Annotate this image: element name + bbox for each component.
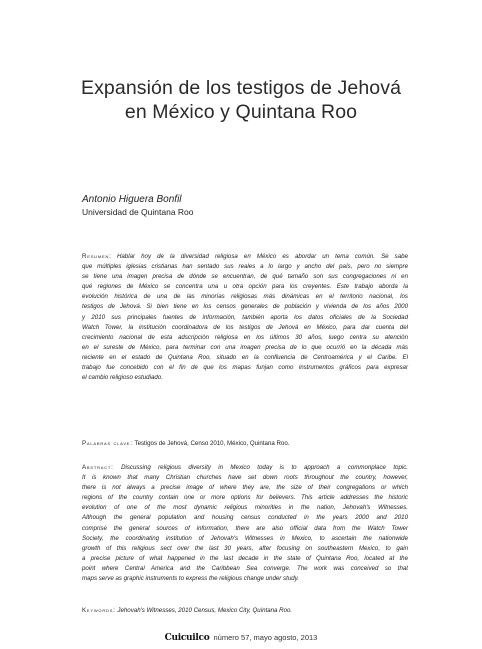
keywords-en-text: Jehovah's Witnesses, 2010 Census, Mexico City, Quintana Roo.	[117, 607, 293, 614]
keywords-es	[82, 439, 408, 449]
resumen-block: Resumen: Hablar hoy de la diversidad religiosa en México es abordar un tema común. Se sabe que múltiples iglesias cristianas han sentado sus reales a lo largo y ancho del país, pero no siempre se tiene una imagen precisa de dónde se encuentran, de qué tamaño son sus congregaciones ni en qué regiones de México se concentra una u otra opción para los creyentes. Este trabajo aborda la evolución histórica de una de las minorías religiosas más dinámicas en el territorio nacional, los testigos de Jehová. Si bien tiene en los censos generales de población y vivienda de los años 2000 y 2010 sus principales fuentes de información, también aporta los datos oficiales de la Sociedad Watch Tower, la institución coordinadora de los testigos de Jehová en México, para dar cuenta del crecimiento nacional de esta adscripción religiosa en los últimos 30 años, luego centra su atención en el sureste de México, para terminar con una imagen precisa de lo que ocurrió en la década más reciente en el estado de Quintana Roo, situado en la confluencia de Centroamérica y el Caribe. El trabajo fue concebido con el fin de que los mapas funjan como instrumentos gráficos para expresar el cambio religioso estudiado.	[82, 252, 408, 383]
abstract-label: Abstract:	[82, 464, 114, 471]
article-title	[40, 76, 442, 124]
resumen-label: Resumen	[82, 253, 110, 260]
abstract-block	[82, 463, 408, 584]
issue-info: número 57, mayo agosto, 2013	[213, 633, 318, 642]
abstract-line: there is not always a precise image of where they are, the size of their congregations or which	[82, 484, 408, 492]
resumen-line: reciente en el estado de Quintana Roo, situado en la confluencia de Centroamérica y el Caribe. El	[82, 353, 408, 361]
resumen-line: Watch Tower, la institución coordinadora de los testigos de Jehová en México, para dar cuenta del	[82, 323, 408, 331]
author-affiliation: Universidad de Quintana Roo	[82, 207, 194, 217]
resumen-line: que múltiples iglesias cristianas han sentado sus reales a lo largo y ancho del país, pero no siempre	[82, 263, 408, 271]
abstract-line: evolution of one of the most dynamic religious minorities in the nation, Jehovah's Witnesses.	[82, 504, 408, 512]
author-name: Antonio Higuera Bonfil	[82, 194, 182, 205]
journal-logo: Cuicuilco	[164, 633, 210, 643]
resumen-line: en el sureste de México, para terminar con una imagen precisa de lo que ocurrió en la década más	[82, 343, 408, 351]
abstract-line: growth of this religious sect over the last 30 years, after focusing on southeastern Mexico, to gain	[82, 544, 408, 552]
abstract-line: Discussing religious diversity in Mexico today is to approach a commonplace topic.	[121, 464, 409, 471]
resumen-line: el cambio religioso estudiado.	[82, 374, 163, 382]
journal-footer	[0, 633, 482, 643]
keywords-en-label: Keywords:	[82, 607, 116, 614]
abstract-line: a precise picture of what happened in the last decade in the state of Quintana Roo, located at the	[82, 554, 408, 562]
title-line-1: Expansión de los testigos de Jehová	[80, 77, 402, 99]
resumen-line: evolución histórica de una de las minorías religiosas más dinámicas en el territorio nacional, los	[82, 293, 408, 301]
abstract-line: Although the general population and housing census conducted in the years 2000 and 2010	[82, 514, 408, 522]
abstract-line: Society, the coordinating institution of Jehovah's Witnesses in Mexico, to ascertain the nationwide	[82, 534, 408, 542]
resumen-line: testigos de Jehová. Si bien tiene en los censos generales de población y vivienda de los años 2000	[82, 303, 408, 311]
abstract-line: comprise the general sources of information, there are also official data from the Watch Tower	[82, 524, 408, 532]
keywords-es-label: Palabras clave:	[82, 440, 133, 447]
abstract-line: regions of the country contain one or more options for believers. This article addresses the historic	[82, 494, 408, 502]
keywords-en	[82, 606, 408, 616]
title-line-2: en México y Quintana Roo	[124, 101, 358, 123]
resumen-line: Hablar hoy de la diversidad religiosa en México es abordar un tema común. Se sabe	[116, 253, 408, 260]
resumen-line: trabajo fue concebido con el fin de que los mapas funjan como instrumentos gráficos para expresar	[82, 364, 408, 372]
abstract-line: maps serve as graphic instruments to express the religious change under study.	[82, 575, 299, 583]
resumen-line: qué regiones de México se concentra una u otra opción para los creyentes. Este trabajo aborda la	[82, 283, 408, 291]
keywords-es-text: Testigos de Jehová, Censo 2010, México, Quintana Roo.	[134, 440, 290, 447]
resumen-line: y 2010 sus principales fuentes de información, también aporta los datos oficiales de la Sociedad	[82, 313, 408, 321]
abstract-line: It is known that many Christian churches have set down roots throughout the country, however,	[82, 474, 408, 482]
resumen-line: se tiene una imagen precisa de dónde se encuentran, de qué tamaño son sus congregaciones ni en	[82, 273, 408, 281]
abstract-line: point where Central America and the Caribbean Sea converge. The work was conceived so that	[82, 564, 408, 572]
resumen-line: crecimiento nacional de esta adscripción religiosa en los últimos 30 años, luego centra su atención	[82, 333, 408, 341]
